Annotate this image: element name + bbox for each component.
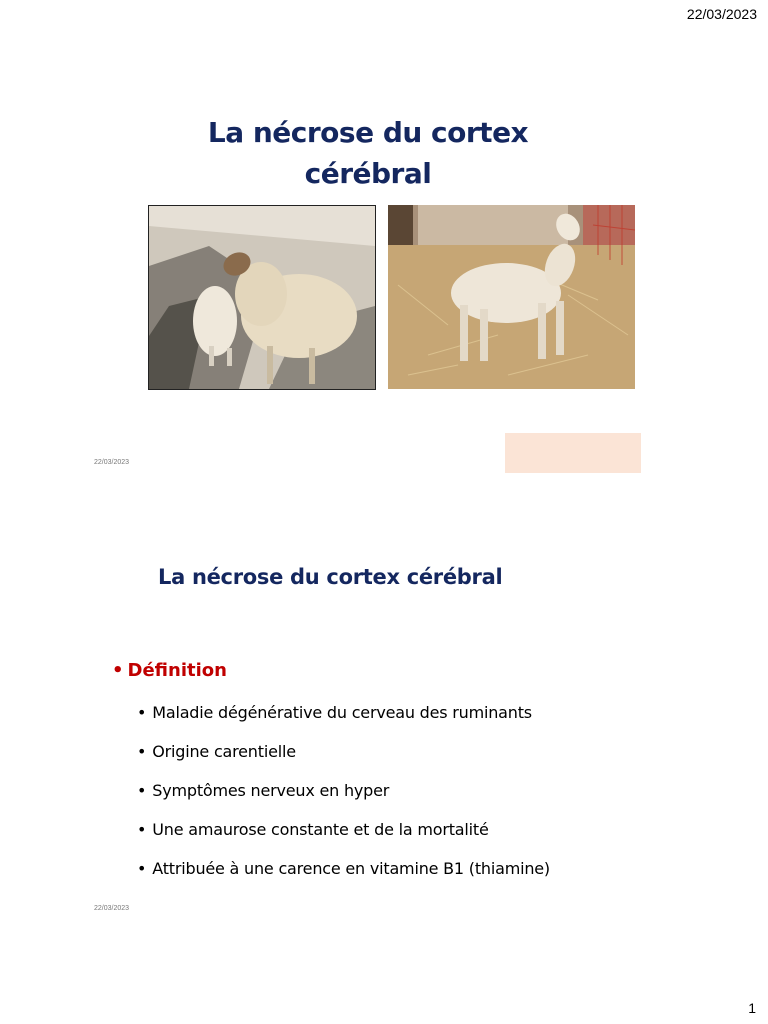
list-item-text: Attribuée à une carence en vitamine B1 (thiamine)	[152, 859, 550, 878]
title-line-2: cérébral	[304, 157, 432, 190]
definition-list	[137, 703, 550, 898]
slide-definition	[88, 527, 648, 927]
bullet: •	[137, 703, 147, 722]
slide-date: 22/03/2023	[94, 905, 130, 912]
sheep-photo-left	[148, 205, 376, 390]
page-number: 1	[748, 1000, 756, 1016]
bullet: •	[137, 781, 147, 800]
bullet: •	[137, 820, 147, 839]
list-item-text: Symptômes nerveux en hyper	[152, 781, 390, 800]
slide-title-page	[88, 80, 648, 480]
slide-title	[88, 112, 648, 194]
list-item	[137, 781, 550, 820]
list-item	[137, 820, 550, 859]
list-item-text: Origine carentielle	[152, 742, 296, 761]
section-heading-text: Définition	[127, 660, 227, 681]
list-item	[137, 703, 550, 742]
list-item-text: Une amaurose constante et de la mortalité	[152, 820, 489, 839]
list-item	[137, 742, 550, 781]
section-heading	[112, 660, 227, 681]
bullet: •	[137, 742, 147, 761]
list-item-text: Maladie dégénérative du cerveau des ruminants	[152, 703, 532, 722]
slide-date: 22/03/2023	[94, 459, 130, 466]
decorative-box	[505, 433, 641, 473]
sheep-photo-right	[388, 205, 635, 389]
bullet: •	[137, 859, 147, 878]
slide-title: La nécrose du cortex cérébral	[158, 565, 503, 589]
page-date: 22/03/2023	[686, 6, 757, 22]
title-line-1: La nécrose du cortex	[207, 116, 529, 149]
list-item	[137, 859, 550, 898]
bullet: •	[112, 660, 124, 681]
